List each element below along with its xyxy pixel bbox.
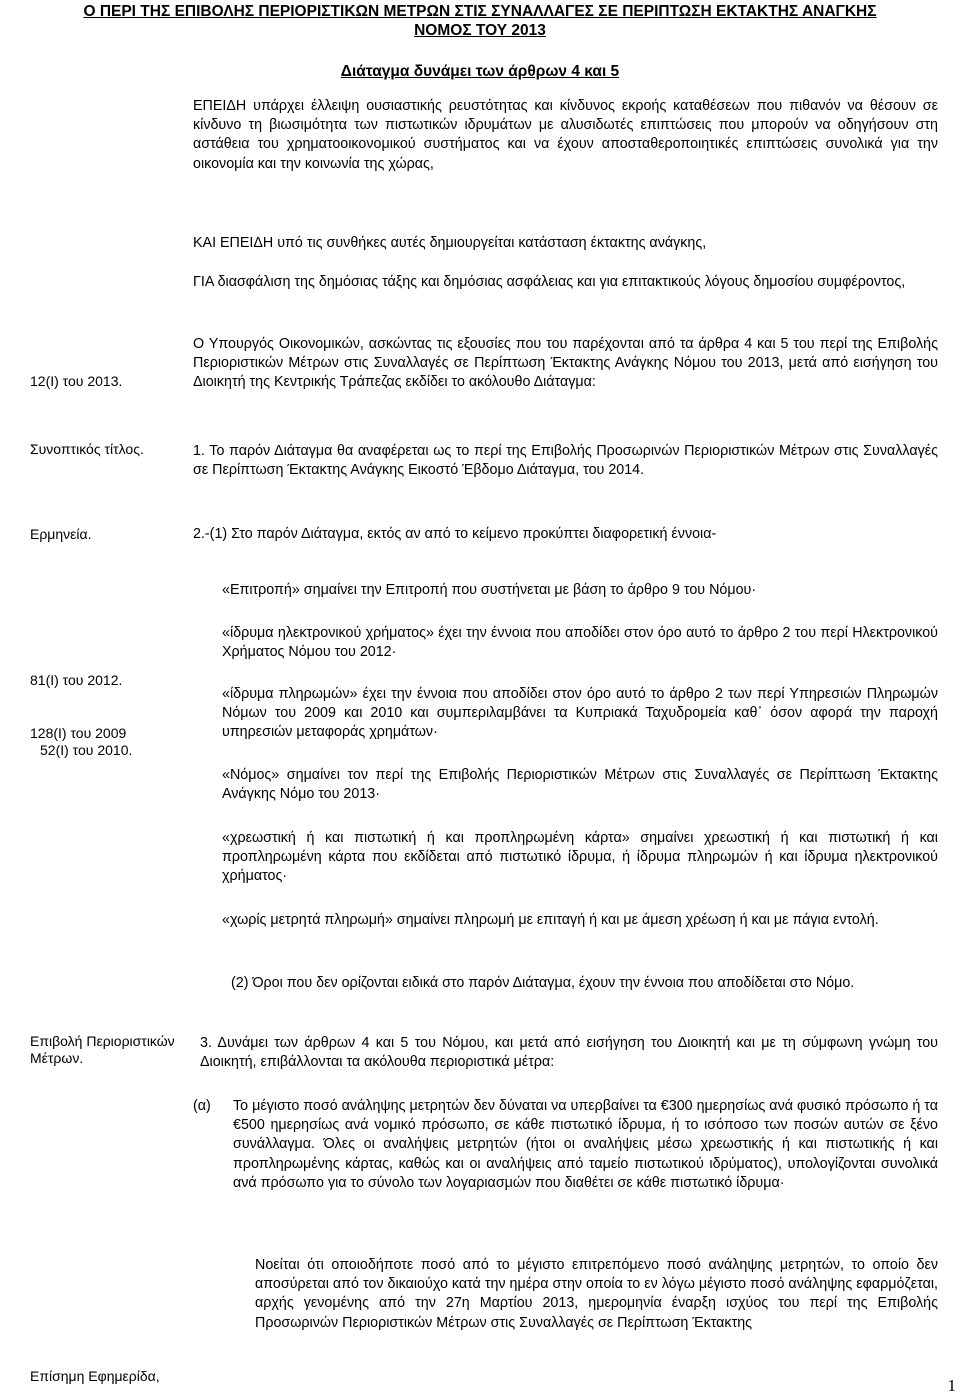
definition-card: «χρεωστική ή και πιστωτική ή και προπληρωμένη κάρτα» σημαίνει χρεωστική ή και πιστωτική ή και προπληρωμένη κάρτα που εκδίδεται από πιστωτικό ίδρυμα, ή ίδρυμα πληρωμών ή και ίδρυμα ηλεκτρονικού χρήματος· — [222, 830, 938, 885]
preamble-whereas-1: ΕΠΕΙΔΗ υπάρχει έλλειψη ουσιαστικής ρευστότητας και κίνδυνος εκροής καταθέσεων που πιθανόν να θέσουν σε κίνδυνο τη βιωσιμότητα των πιστωτικών ιδρυμάτων με αλυσιδωτές επιπτώσεις που μπορούν να οδηγήσουν στη αστάθεια του χρηματοοικονομικού συστήματος και να έχουν αποσταθεροποιητικές επιπτώσεις συνολικά για την οικονομία και την κοινωνία της χώρας, — [193, 98, 938, 172]
section-3a-label: (α) — [193, 1098, 211, 1114]
page-number: 1 — [947, 1376, 956, 1395]
section-2-intro: 2.-(1) Στο παρόν Διάταγμα, εκτός αν από το κείμενο προκύπτει διαφορετική έννοια- — [193, 526, 717, 542]
definition-payment-institution: «ίδρυμα πληρωμών» έχει την έννοια που αποδίδει στον όρο αυτό το άρθρο 2 των περί Υπηρεσιών Πληρωμών Νόμων του 2009 και 2010 και συμπεριλαμβάνει τα Κυπριακά Ταχυδρομεία καθ᾽ όσον αφορά την παροχή υπηρεσιών μεταφοράς χρημάτων· — [222, 686, 938, 741]
section-2-2: (2) Όροι που δεν ορίζονται ειδικά στο παρόν Διάταγμα, έχουν την έννοια που αποδίδεται στο Νόμο. — [231, 975, 855, 991]
definition-cashless-payment: «χωρίς μετρητά πληρωμή» σημαίνει πληρωμή με επιταγή ή και με άμεση χρέωση ή και με πάγια εντολή. — [222, 912, 879, 928]
margin-interpretation: Ερμηνεία. — [30, 526, 92, 542]
document-title-line2: ΝΟΜΟΣ ΤΟΥ 2013 — [414, 22, 546, 39]
section-3a-text: Το μέγιστο ποσό ανάληψης μετρητών δεν δύναται να υπερβαίνει τα €300 ημερησίως ανά φυσικό πρόσωπο ή τα €500 ημερησίως ανά νομικό πρόσωπο, σε κάθε πιστωτικό ίδρυμα, ή το ισόποσο των ποσών αυτών σε ξένο συνάλλαγμα. Όλες οι αναλήψεις μετρητών (ήτοι οι αναλήψεις μέσω χρεωστικής ή και πιστωτικής ή και προπληρωμένης κάρτας, καθώς και οι αναλήψεις από ταμείο πιστωτικού ιδρύματος), υπολογίζονται συνολικά ανά πρόσωπο για το σύνολο των λογαριασμών που διαθέτει σε κάθε πιστωτικό ίδρυμα· — [233, 1098, 938, 1191]
document-subtitle: Διάταγμα δυνάμει των άρθρων 4 και 5 — [340, 63, 620, 80]
document-title-line1: Ο ΠΕΡΙ ΤΗΣ ΕΠΙΒΟΛΗΣ ΠΕΡΙΟΡΙΣΤΙΚΩΝ ΜΕΤΡΩΝ ΣΤΙΣ ΣΥΝΑΛΛΑΓΕΣ ΣΕ ΠΕΡΙΠΤΩΣΗ ΕΚΤΑΚΤΗΣ ΑΝΑΓΚΗΣ — [83, 3, 877, 20]
preamble-for: ΓΙΑ διασφάλιση της δημόσιας τάξης και δημόσιας ασφάλειας και για επιτακτικούς λόγους δημοσίου συμφέροντος, — [193, 274, 906, 290]
margin-restrictive-measures-a: Επιβολή Περιοριστικών — [30, 1033, 175, 1049]
section-1: 1. Το παρόν Διάταγμα θα αναφέρεται ως το περί της Επιβολής Προσωρινών Περιοριστικών Μέτρων στις Συναλλαγές σε Περίπτωση Έκτακτης Ανάγκης Εικοστό Έβδομο Διάταγμα, του 2014. — [193, 443, 938, 479]
margin-reference-2012: 81(Ι) του 2012. — [30, 672, 123, 688]
definition-committee: «Επιτροπή» σημαίνει την Επιτροπή που συστήνεται με βάση το άρθρο 9 του Νόμου· — [222, 582, 757, 598]
section-3a-proviso: Νοείται ότι οποιοδήποτε ποσό από το μέγιστο επιτρεπόμενο ποσό ανάληψης μετρητών, το οποίο δεν αποσύρεται από τον δικαιούχο κατά την ημέρα στην οποία το εν λόγω μέγιστο ποσό ανάληψης εφαρμόζεται, αρχής γενομένης από την 27η Μαρτίου 2013, ημερομηνία έναρξη ισχύος του περί της Επιβολής Προσωρινών Περιοριστικών Μέτρων στις Συναλλαγές σε Περίπτωση Έκτακτης — [255, 1257, 938, 1331]
definition-e-money-institution: «ίδρυμα ηλεκτρονικού χρήματος» έχει την έννοια που αποδίδει στον όρο αυτό το άρθρο 2 του περί Ηλεκτρονικού Χρήματος Νόμου του 2012· — [222, 625, 938, 661]
preamble-minister: Ο Υπουργός Οικονομικών, ασκώντας τις εξουσίες που του παρέχονται από τα άρθρα 4 και 5 του περί της Επιβολής Περιοριστικών Μέτρων στις Συναλλαγές σε Περίπτωση Έκτακτης Ανάγκης Νόμου του 2013, μετά από εισήγηση του Διοικητή της Κεντρικής Τράπεζας εκδίδει το ακόλουθο Διάταγμα: — [193, 336, 938, 391]
margin-reference-2010: 52(Ι) του 2010. — [40, 742, 133, 758]
margin-reference-2009: 128(Ι) του 2009 — [30, 725, 127, 741]
section-3-intro: 3. Δυνάμει των άρθρων 4 και 5 του Νόμου, και μετά από εισήγηση του Διοικητή και με τη σύμφωνη γνώμη του Διοικητή, επιβάλλονται τα ακόλουθα περιοριστικά μέτρα: — [200, 1035, 938, 1071]
margin-law-reference: 12(Ι) του 2013. — [30, 373, 123, 389]
margin-gazette: Επίσημη Εφημερίδα, — [30, 1368, 160, 1384]
margin-short-title: Συνοπτικός τίτλος. — [30, 441, 144, 457]
preamble-whereas-2: ΚΑΙ ΕΠΕΙΔΗ υπό τις συνθήκες αυτές δημιουργείται κατάσταση έκτακτης ανάγκης, — [193, 235, 707, 251]
margin-restrictive-measures-b: Μέτρων. — [30, 1050, 84, 1066]
definition-law: «Νόμος» σημαίνει τον περί της Επιβολής Περιοριστικών Μέτρων στις Συναλλαγές σε Περίπτωση Έκτακτης Ανάγκης Νόμο του 2013· — [222, 767, 938, 803]
